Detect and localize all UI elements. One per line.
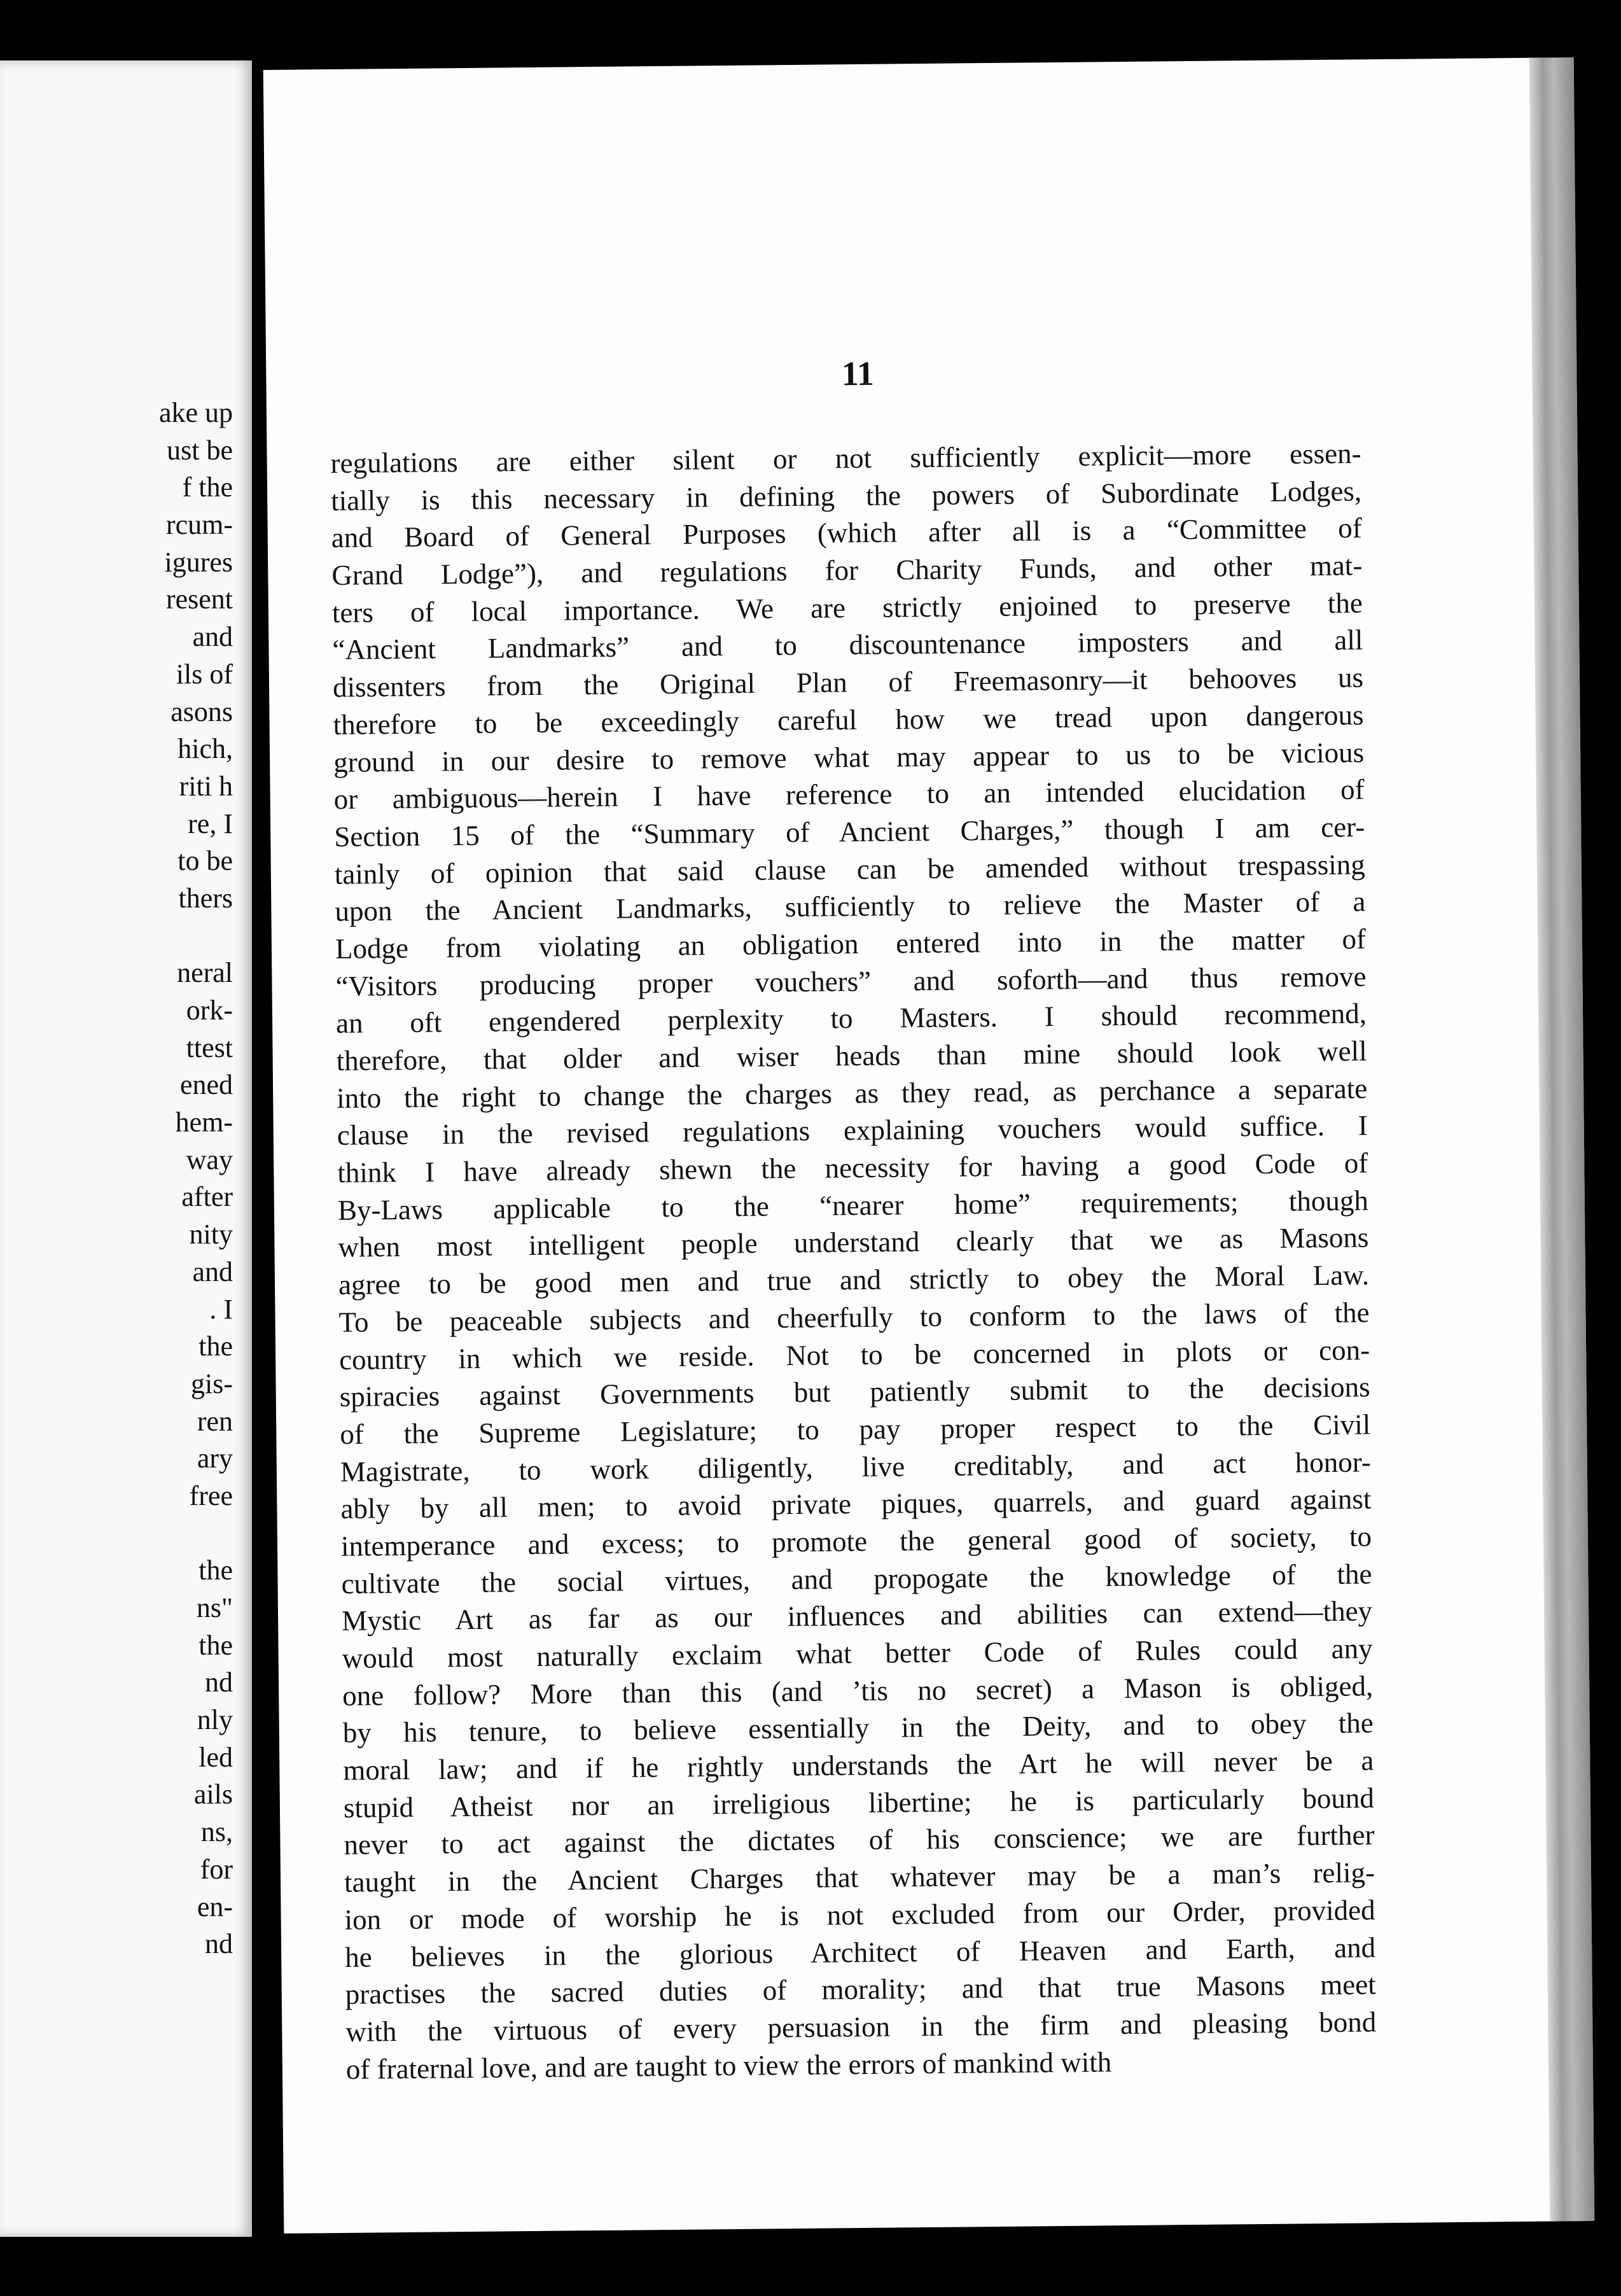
left-text-line: the — [198, 1331, 233, 1362]
left-text-line: ttest — [186, 1032, 233, 1063]
left-text-line: ust be — [167, 434, 233, 466]
text-line: tainly of opinion that said clause can be amended without trespassing — [334, 848, 1366, 890]
text-line: of the Supreme Legislature; to pay proper respect to the Civil — [340, 1408, 1371, 1450]
left-text-line: . I — [209, 1293, 233, 1325]
text-line: an oft engendered perplexity to Masters. I should recommend, — [335, 997, 1367, 1040]
text-line: Lodge from violating an obligation entered into in the matter of — [335, 923, 1367, 965]
text-line: he believes in the glorious Architect of Heaven and Earth, and — [344, 1931, 1376, 1973]
left-text-line: resent — [165, 584, 233, 615]
left-text-line: after — [181, 1181, 233, 1213]
text-line: with the virtuous of every persuasion in the firm and pleasing bond — [345, 2006, 1377, 2048]
right-page — [263, 57, 1595, 2234]
text-line: therefore to be exceedingly careful how we tread upon dangerous — [333, 699, 1364, 741]
left-text-line: rcum- — [165, 509, 233, 541]
text-line: when most intelligent people understand clearly that we as Masons — [338, 1221, 1369, 1264]
left-page-text — [0, 395, 252, 1963]
left-text-line: ns, — [200, 1816, 233, 1848]
left-text-line: hem- — [175, 1107, 233, 1138]
text-line: spiracies against Governments but patiently submit to the decisions — [339, 1371, 1370, 1413]
left-text-line: ns" — [196, 1592, 233, 1623]
left-text-line — [0, 1515, 252, 1553]
left-text-line: ake up — [158, 397, 233, 428]
text-line: and Board of General Purposes (which after all is a “Committee of — [331, 512, 1362, 554]
left-text-line: for — [200, 1853, 233, 1885]
text-line: agree to be good men and true and strictly to obey the Moral Law. — [338, 1259, 1370, 1301]
left-page — [0, 60, 252, 2237]
text-line: by his tenure, to believe essentially in the Deity, and to obey the — [342, 1707, 1374, 1749]
left-text-line: asons — [170, 696, 233, 727]
text-line: moral law; and if he rightly understands the Art he will never be a — [343, 1744, 1374, 1786]
text-line: ters of local importance. We are strictly enjoined to preserve the — [331, 587, 1363, 629]
text-line: practises the sacred duties of morality; and that true Masons meet — [345, 1968, 1376, 2011]
text-line: one follow? More than this (and ’tis no secret) a Mason is obliged, — [342, 1670, 1374, 1712]
left-text-line: ils of — [176, 658, 233, 690]
left-text-line: ened — [179, 1069, 233, 1101]
text-line: dissenters from the Original Plan of Freemasonry—it behooves us — [332, 661, 1364, 704]
text-line: stupid Atheist nor an irreligious libertine; he is particularly bound — [343, 1782, 1375, 1824]
text-line: ground in our desire to remove what may appear to us to be vicious — [333, 736, 1365, 778]
left-text-line: nd — [205, 1667, 233, 1698]
text-line: To be peaceable subjects and cheerfully to conform to the laws of the — [338, 1296, 1370, 1338]
text-line: of fraternal love, and are taught to view the errors of mankind with — [345, 2045, 1112, 2085]
left-text-line: ren — [197, 1405, 233, 1437]
left-text-line: re, I — [188, 808, 233, 839]
left-text-line: gis- — [191, 1368, 233, 1399]
left-text-line: nity — [189, 1219, 233, 1250]
text-line: “Visitors producing proper vouchers” and soforth—and thus remove — [335, 960, 1367, 1002]
left-text-line: ary — [197, 1443, 233, 1474]
left-text-line: ork- — [186, 995, 233, 1026]
text-line: Mystic Art as far as our influences and abilities can extend—they — [341, 1595, 1373, 1637]
text-line: By-Laws applicable to the “nearer home” requirements; though — [337, 1184, 1369, 1226]
left-text-line: f the — [182, 472, 233, 503]
left-text-line: the — [198, 1555, 233, 1586]
left-text-line — [0, 918, 252, 955]
left-text-line: hich, — [177, 733, 233, 765]
left-text-line: and — [192, 1256, 233, 1287]
text-line: into the right to change the charges as they read, as perchance a separate — [337, 1072, 1368, 1114]
text-line: therefore, that older and wiser heads than mine should look well — [336, 1035, 1367, 1077]
text-line: “Ancient Landmarks” and to discountenance imposters and all — [332, 624, 1363, 666]
text-line: or ambiguous—herein I have reference to an intended elucidation of — [333, 773, 1365, 816]
left-text-line: ails — [193, 1779, 233, 1810]
text-line: clause in the revised regulations explaining vouchers would suffice. I — [337, 1109, 1368, 1152]
left-text-line: the — [198, 1629, 233, 1661]
text-line: Section 15 of the “Summary of Ancient Charges,” though I am cer- — [334, 811, 1365, 853]
text-line: taught in the Ancient Charges that whatever may be a man’s relig- — [344, 1856, 1375, 1898]
left-text-line: nly — [197, 1704, 233, 1736]
left-text-line: led — [198, 1741, 233, 1773]
text-line: ably by all men; to avoid private piques, quarrels, and guard against — [340, 1483, 1372, 1525]
page-number: 11 — [841, 354, 875, 393]
text-line: think I have already shewn the necessity for having a good Code of — [337, 1147, 1368, 1189]
text-line: upon the Ancient Landmarks, sufficiently to relieve the Master of a — [335, 885, 1366, 928]
text-line: regulations are either silent or not sufficiently explicit—more essen- — [330, 437, 1361, 479]
text-line: cultivate the social virtues, and propogate the knowledge of the — [341, 1557, 1372, 1600]
left-text-line: way — [186, 1144, 233, 1175]
left-text-line: thers — [178, 882, 233, 914]
left-text-line: neral — [177, 957, 233, 989]
left-text-line: en- — [197, 1891, 233, 1922]
left-text-line: to be — [177, 845, 233, 877]
text-line: intemperance and excess; to promote the general good of society, to — [340, 1520, 1372, 1562]
text-line: Grand Lodge”), and regulations for Charity Funds, and other mat- — [331, 549, 1363, 592]
left-text-line: nd — [205, 1928, 233, 1960]
left-text-line: and — [192, 621, 233, 653]
left-text-line: free — [189, 1480, 233, 1511]
left-text-line: igures — [164, 546, 233, 578]
body-text — [330, 435, 1377, 2088]
text-line: never to act against the dictates of his conscience; we are further — [344, 1819, 1375, 1861]
page-edge — [1529, 57, 1595, 2222]
text-line: ion or mode of worship he is not excluded from our Order, provided — [344, 1894, 1375, 1936]
text-line: tially is this necessary in defining the powers of Subordinate Lodges, — [330, 475, 1362, 517]
left-text-line: riti h — [179, 770, 233, 802]
text-line: country in which we reside. Not to be concerned in plots or con- — [338, 1333, 1370, 1376]
text-line: Magistrate, to work diligently, live creditably, and act honor- — [340, 1445, 1372, 1488]
text-line: would most naturally exclaim what better Code of Rules could any — [342, 1632, 1373, 1674]
